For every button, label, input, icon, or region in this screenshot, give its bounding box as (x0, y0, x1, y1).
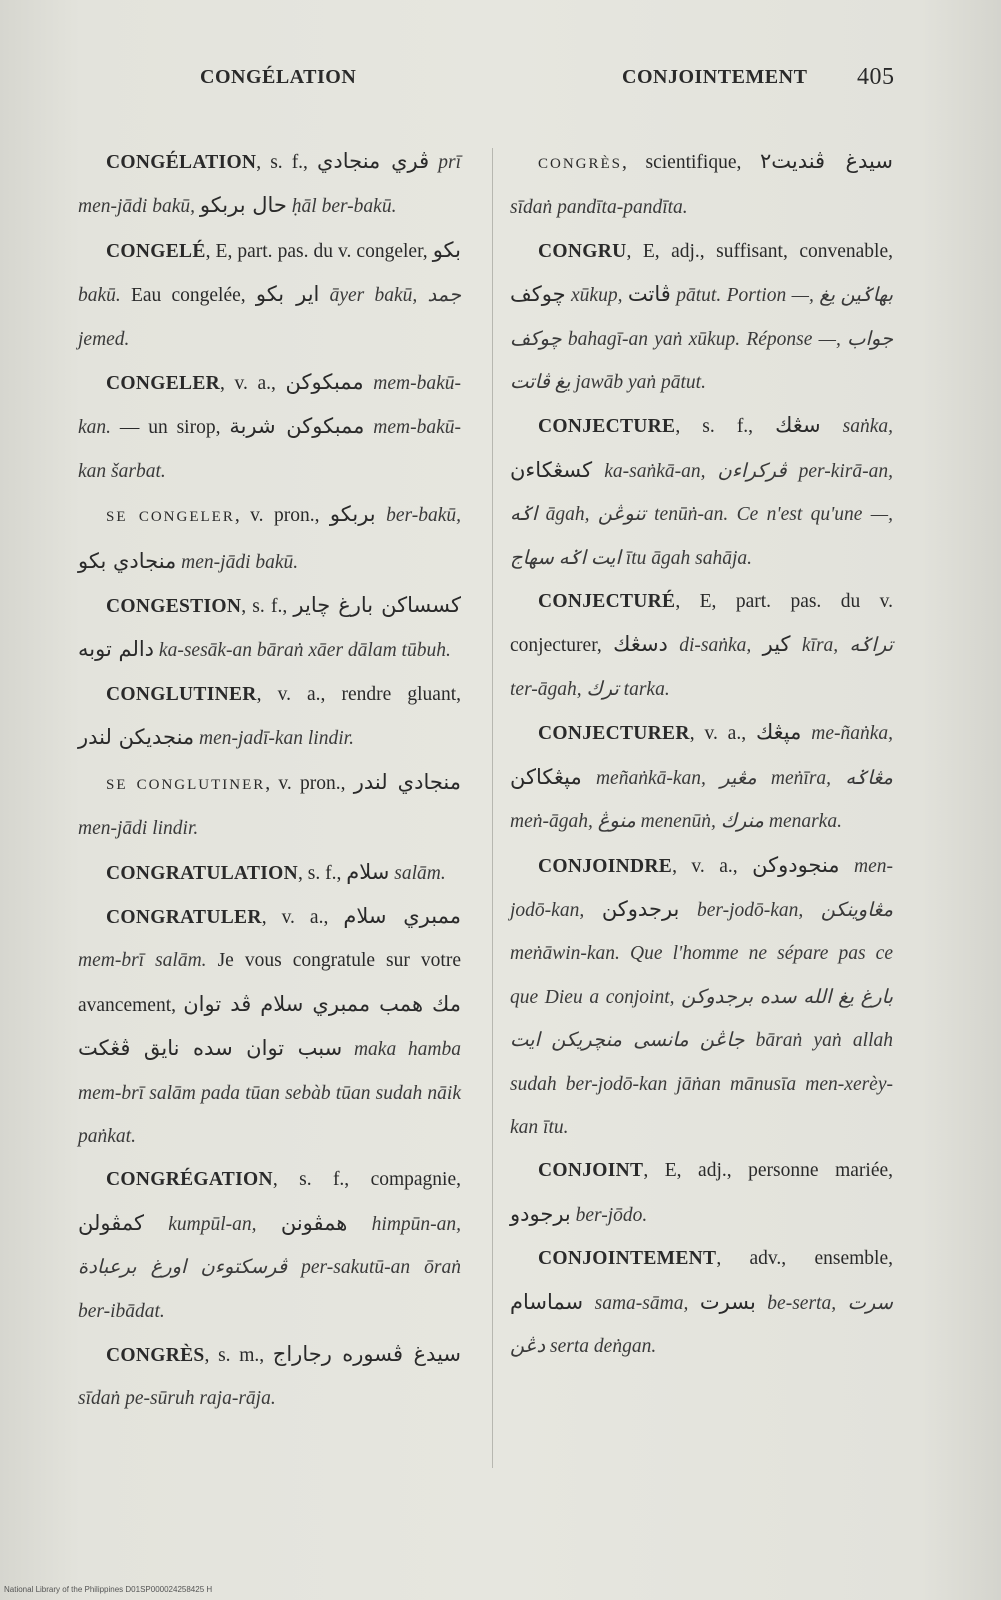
entry-definition: , s. f., compagnie, (272, 1169, 461, 1191)
entry-gloss (751, 635, 762, 656)
entry-transliteration: xūkup, (571, 285, 623, 307)
entry-jawi: سلام (346, 859, 390, 884)
entry-sep-2 (582, 768, 596, 789)
entry-headword: CONGESTION (106, 596, 242, 618)
page-number: 405 (857, 64, 895, 90)
entry-jawi-2: حال بربكو (199, 193, 287, 218)
entry-headword: CONGELÉ (106, 240, 206, 262)
entry-sep-2 (364, 417, 373, 438)
entry-headword: CONGELER (106, 373, 221, 395)
entry-definition: , E, adj., suffisant, convenable, (626, 240, 893, 262)
entry-definition: , E, part. pas. du v. congeler, (205, 240, 433, 262)
entry-definition: , E, adj., personne mariée, (643, 1160, 893, 1182)
entry-headword: CONGLUTINER (106, 683, 257, 705)
entry-headword: CONJOINTEMENT (538, 1248, 717, 1270)
entry-transliteration: salām. (394, 862, 446, 884)
entry-headword: SE CONGLUTINER (106, 776, 266, 793)
entry-sep (144, 1214, 168, 1235)
entry-sep (821, 416, 843, 437)
entry-headword: CONGRATULATION (106, 862, 298, 884)
running-header (0, 66, 1001, 96)
entry-definition: , s. f., (675, 416, 776, 438)
entry-transliteration-2: maka hamba mem-brī salām pada tūan sebàb tūan sudah nāik paṅkat. (78, 1039, 461, 1147)
entry-sep-2 (347, 1214, 371, 1235)
entry-jawi: ڤري منجادي (316, 149, 430, 173)
dictionary-entry (78, 493, 461, 584)
entry-sep-2 (791, 635, 802, 656)
dictionary-entry (78, 1333, 461, 1421)
entry-transliteration-2: xāer dālam tūbuh. (308, 640, 451, 662)
entry-jawi-2: اير بكو (255, 282, 320, 307)
entry-definition: , s. f., (298, 862, 347, 884)
dictionary-entry (78, 229, 461, 361)
entry-headword: CONGRÉGATION (106, 1169, 273, 1191)
entry-transliteration: sama-sāma, (594, 1292, 689, 1314)
entry-jawi-2: منجادي بكو (78, 548, 177, 573)
entry-transliteration: prī men-jādi bakū, (78, 152, 461, 218)
dictionary-entry (78, 851, 461, 895)
entry-headword: CONJECTURE (538, 416, 676, 438)
entry-headword: CONGRATULER (106, 906, 262, 928)
entry-jawi: ممبري سلام (343, 903, 461, 928)
dictionary-entry (510, 580, 893, 711)
entry-transliteration: me-ñaṅka, (811, 723, 893, 745)
entry-transliteration: men-jadī-kan lindir. (199, 728, 354, 750)
entry-definition: , E, part. pas. du v. conjecturer, (510, 591, 893, 657)
dictionary-entry (510, 1149, 893, 1237)
entry-headword: CONJOINDRE (538, 855, 673, 877)
entry-transliteration: saṅka, (842, 416, 893, 438)
entry-sep-2 (319, 285, 329, 306)
entry-definition: , v. pron., (234, 505, 330, 527)
entry-definition: , s. m., (204, 1344, 273, 1366)
entry-transliteration: sīdaṅ pe-sūruh raja-rāja. (78, 1388, 276, 1410)
entry-jawi: برجودو (510, 1201, 571, 1226)
entry-sep (583, 1293, 595, 1314)
dictionary-entry (510, 140, 893, 230)
entry-jawi: مڽڠك (755, 720, 802, 745)
entry-jawi-2: همڤونن (280, 1210, 348, 1235)
header-right-guideword: CONJOINTEMENT (622, 66, 808, 88)
entry-transliteration: mem-brī salām. (78, 950, 207, 972)
entry-definition: , adv., ensemble, (716, 1248, 893, 1270)
entry-transliteration-2: ḥāl ber-bakū. (291, 196, 397, 218)
entry-jawi: سيدغ ڤسوره رجاراج (272, 1341, 461, 1366)
entry-definition: , s. f., (241, 596, 294, 618)
dictionary-entry (78, 1158, 461, 1333)
entry-gloss (584, 900, 602, 921)
dictionary-entry (78, 895, 461, 1158)
entry-jawi: سيدغ ڤنديت٢ (759, 149, 893, 173)
entry-headword: CONJECTURER (538, 723, 690, 745)
entry-jawi: سڠك (775, 413, 821, 438)
entry-definition: , v. a., rendre gluant, (256, 683, 461, 705)
entry-jawi: ممبكوكن (285, 370, 364, 395)
entry-sep-2 (756, 1293, 768, 1314)
entry-jawi: بربكو (329, 502, 376, 527)
dictionary-entry (78, 761, 461, 851)
entry-headword: CONGRÈS (106, 1344, 205, 1366)
entry-transliteration: di-saṅka, (679, 635, 752, 657)
entry-transliteration-2: himpūn-an, ڤرسكتوءن اورغ برعبادة per-sakutū-an ōraṅ ber-ibādat. (78, 1213, 462, 1322)
dictionary-entry (78, 140, 461, 229)
right-column (510, 140, 893, 1368)
entry-sep (429, 152, 438, 173)
entry-transliteration-2: men-jādi bakū. (181, 551, 299, 573)
entry-transliteration-2: kīra, تراݢه ter-āgah, ترك tarka. (510, 635, 894, 700)
entry-definition: , v. pron., (265, 772, 354, 794)
entry-jawi-2: مڽڠكاكن (510, 764, 582, 789)
entry-transliteration-2: mem-bakū-kan šarbat. (78, 417, 462, 482)
entry-sep (364, 373, 374, 394)
entry-sep-2 (679, 900, 697, 921)
entry-transliteration: mem-bakū-kan. (78, 373, 462, 439)
entry-jawi-2: كير (762, 632, 791, 657)
entry-jawi-2: برجدوكن (601, 896, 680, 921)
entry-transliteration-2: āyer bakū, جمد jemed. (78, 285, 462, 350)
entry-jawi: چوكف (510, 282, 566, 307)
entry-sep-2 (592, 461, 604, 482)
entry-definition: , v. a., (261, 906, 344, 928)
entry-sep-2 (342, 1039, 354, 1060)
entry-jawi: منجديكن لندر (78, 725, 195, 750)
entry-headword: CONGRU (538, 240, 627, 262)
entry-jawi: دسڠك (613, 632, 668, 657)
entry-headword: CONGRÈS (538, 156, 623, 172)
entry-sep (840, 856, 854, 877)
entry-headword: CONGÉLATION (106, 152, 257, 173)
entry-transliteration-2: meñaṅkā-kan, مڠير meṅīra, مڠاݢه meṅ-āgah, منوڠ menenūṅ, منرك menarka. (510, 767, 893, 833)
entry-jawi: كسساكن بارغ چاير دالم توبه (78, 593, 461, 662)
entry-transliteration-2: ber-jodō-kan, مڠاوينكن meṅāwin-kan. Que l'homme ne sépare pas ce que Dieu a conjoint, بارغ يغ الله سده برجدوكن جاڠن مانسى منچريكن ايت bāraṅ yaṅ allah sudah ber-jodō-kan jāṅan mānusīa men-xerèy-kan ītu. (510, 899, 894, 1138)
entry-transliteration: ber-bakū, (386, 505, 461, 527)
entry-gloss (688, 1293, 700, 1314)
entry-gloss: Eau congelée, (120, 285, 256, 307)
entry-sep (801, 723, 811, 744)
entry-definition: , s. f., (256, 152, 317, 173)
entry-sep (668, 635, 679, 656)
dictionary-entry (510, 844, 893, 1150)
header-left-guideword: CONGÉLATION (200, 66, 357, 88)
entry-definition: , v. a., (220, 373, 286, 395)
left-column (78, 140, 461, 1421)
dictionary-entry (510, 230, 893, 405)
dictionary-entry (78, 673, 461, 761)
dictionary-entry (510, 404, 893, 580)
entry-transliteration: sīdaṅ pandīta-pandīta. (510, 197, 688, 219)
entry-transliteration-2: be-serta, سرت دڠن serta deṅgan. (510, 1292, 894, 1357)
entry-transliteration: kumpūl-an, (168, 1213, 257, 1235)
column-divider (492, 148, 493, 1468)
entry-transliteration: ka-sesāk-an bāraṅ (158, 640, 304, 662)
entry-gloss: — un sirop, (111, 417, 230, 439)
entry-jawi: كمڤولن (78, 1210, 144, 1235)
entry-headword: SE CONGELER (106, 509, 235, 526)
entry-definition: , scientifique, (622, 152, 760, 173)
entry-transliteration: ber-jōdo. (575, 1204, 648, 1226)
entry-headword: CONJOINT (538, 1160, 644, 1182)
entry-jawi: سماسام (510, 1289, 584, 1314)
entry-transliteration: bakū. (78, 285, 121, 307)
entry-jawi-2: مك همب ممبري سلام ڤد توان سبب توان سده نايق ڤڠكت (78, 991, 461, 1061)
scan-footer: National Library of the Philippines D01SP000024258425 H (4, 1585, 213, 1594)
entry-gloss (257, 1214, 281, 1235)
entry-transliteration: men-jodō-kan, (510, 855, 893, 921)
entry-jawi-2: كسڠكاءن (510, 457, 593, 482)
entry-transliteration-2: ka-saṅkā-an, ڤركراءن per-kirā-an, اݢه āgah, تنوڠن tenūṅ-an. Ce n'est qu'une —, ايت اݢه سهاج ītu āgah sahāja. (510, 460, 894, 569)
entry-jawi: بكو (432, 237, 461, 262)
entry-gloss: Je vous congratule sur votre avancement, (78, 950, 461, 1016)
entry-sep (376, 505, 386, 526)
entry-jawi: منجادي لندر (353, 769, 461, 794)
entry-headword: CONJECTURÉ (538, 591, 676, 613)
entry-jawi: منجودوكن (752, 852, 840, 877)
dictionary-entry (510, 711, 893, 843)
entry-definition: , v. a., (672, 855, 753, 877)
entry-jawi-2: بسرت (699, 1289, 756, 1314)
entry-transliteration: men-jādi lindir. (78, 818, 199, 840)
dictionary-entry (78, 584, 461, 673)
entry-definition: , v. a., (689, 723, 756, 745)
entry-jawi-2: ممبكوكن شربة (229, 414, 365, 439)
dictionary-entry (510, 1237, 893, 1368)
entry-transliteration-2: pātut. Portion —, بهاݢين يغ چوكف bahagī-an yaṅ xūkup. Réponse —, جواب يغ ڤاتت jawāb yaṅ pātut. (510, 285, 894, 394)
entry-jawi-2: ڤاتت (627, 282, 671, 307)
dictionary-entry (78, 361, 461, 493)
